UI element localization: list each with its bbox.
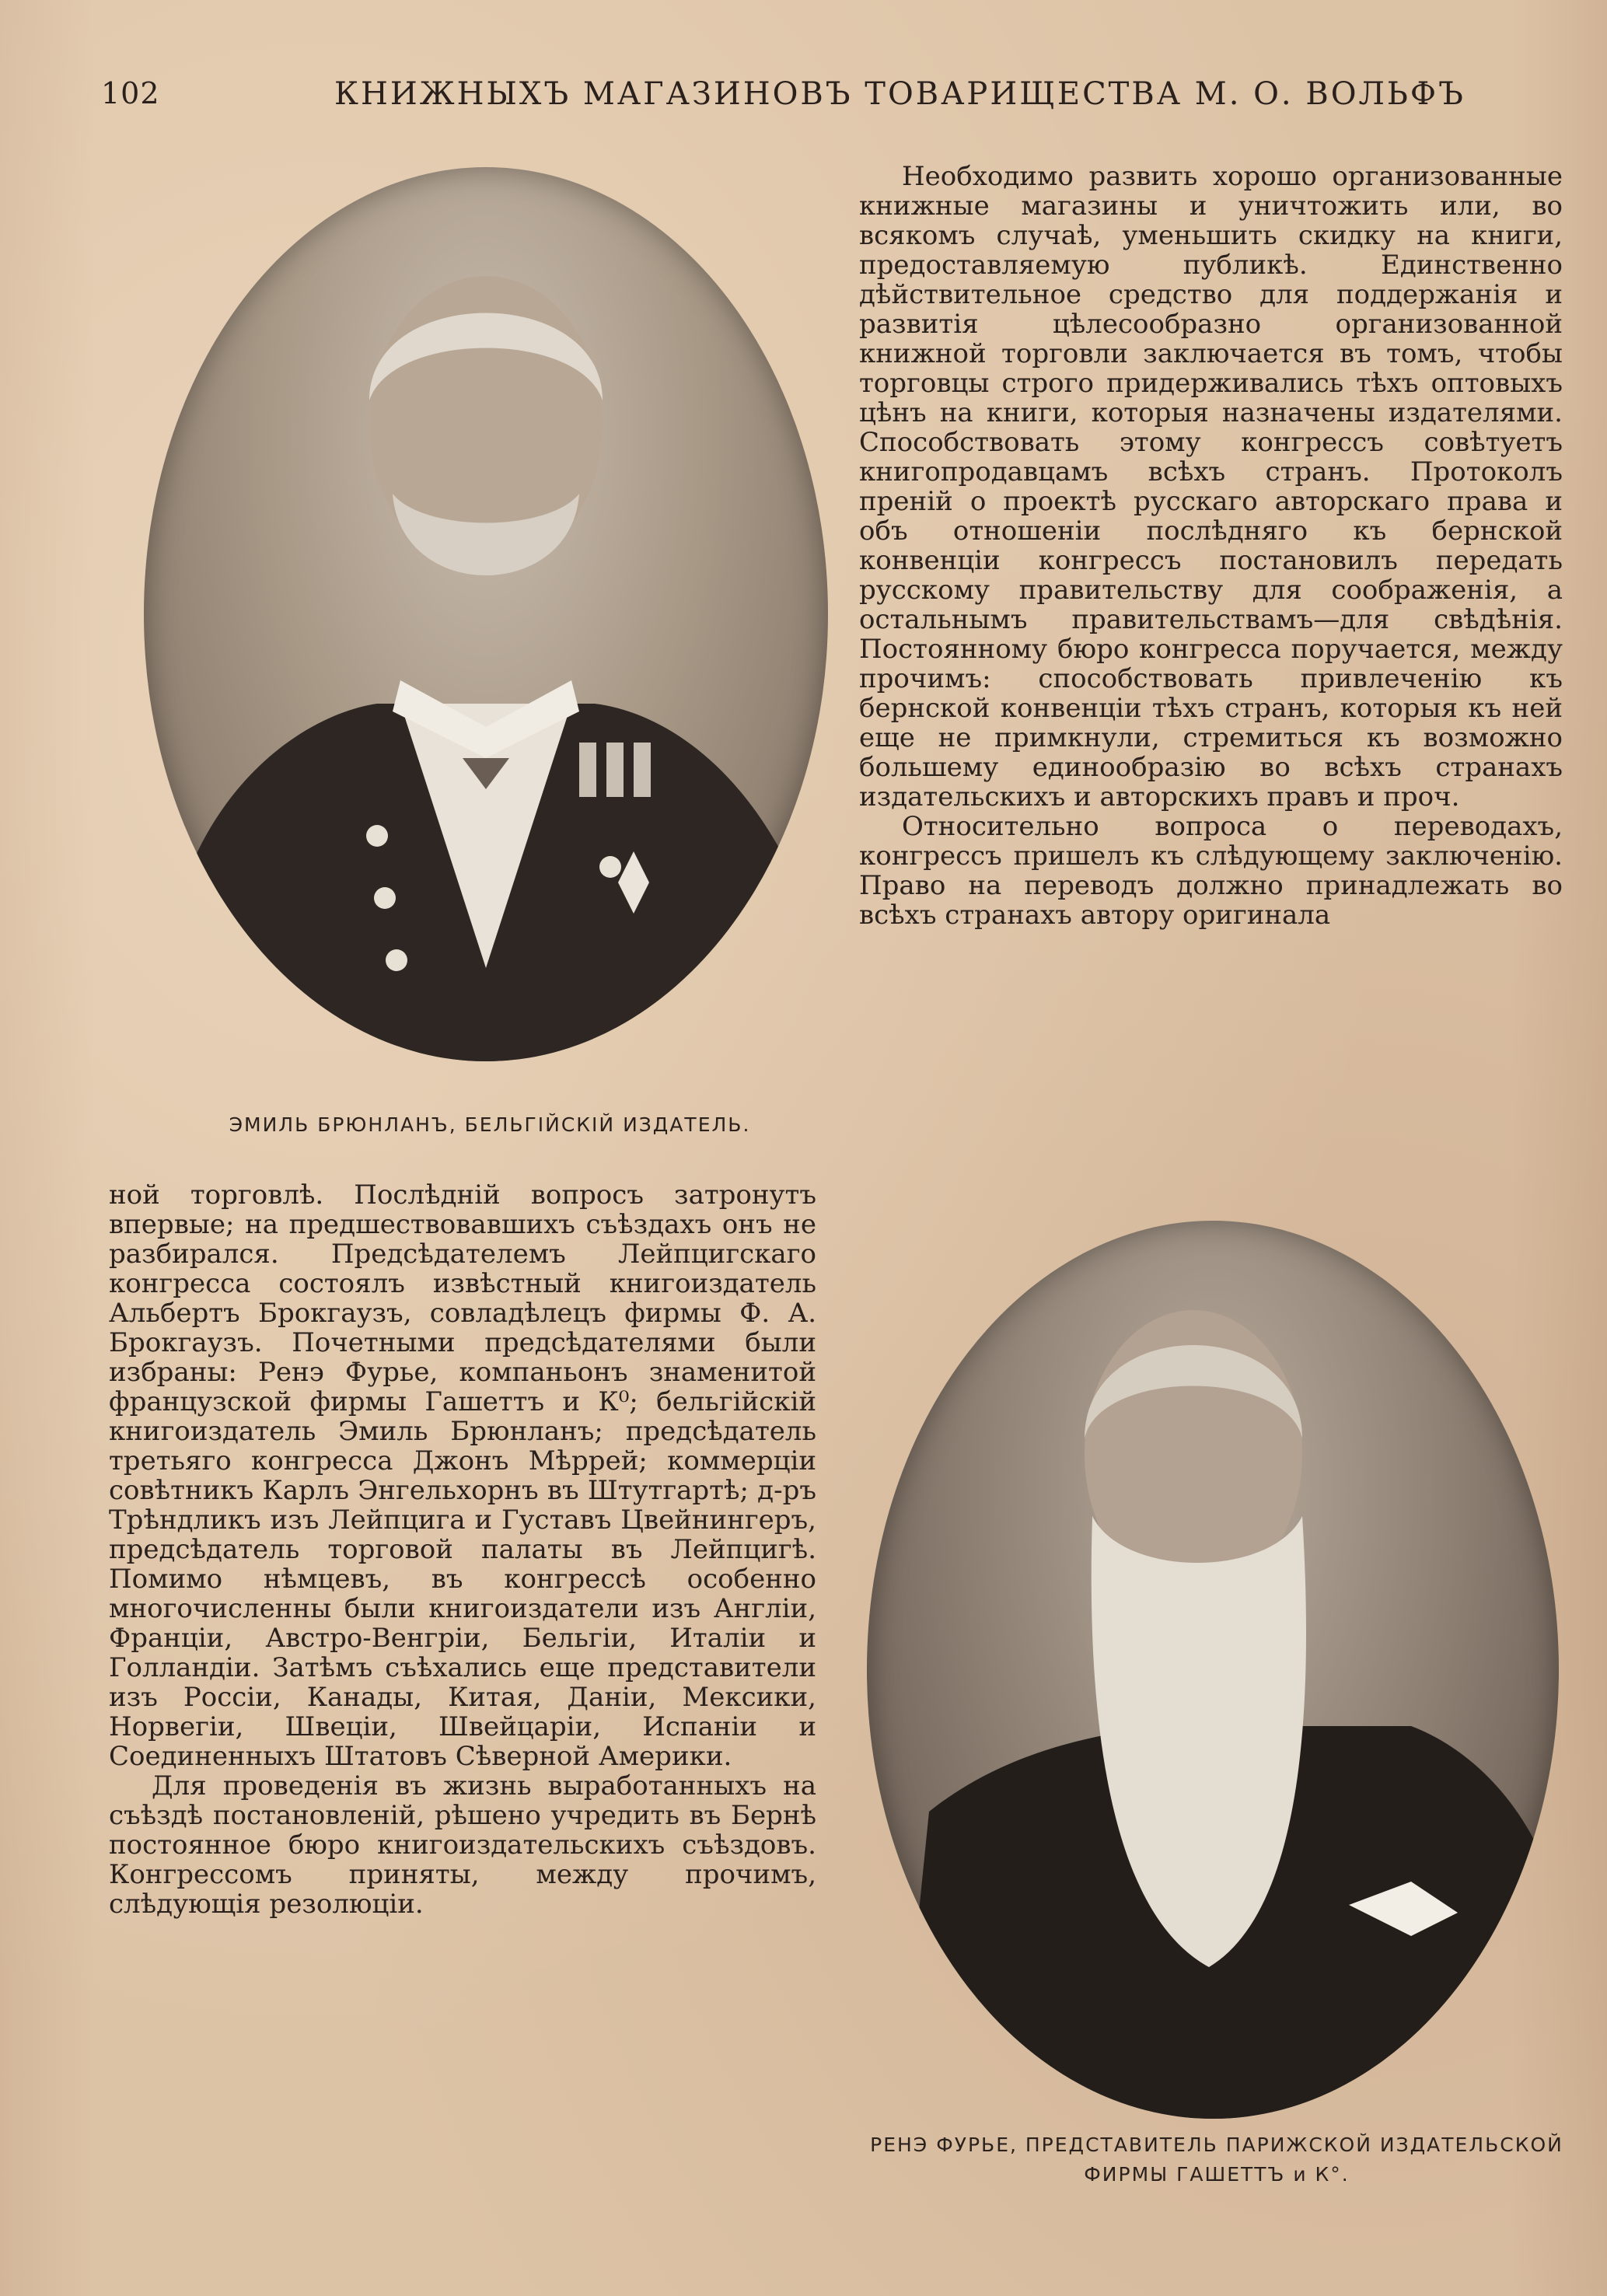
portrait-photo-brunlant (144, 167, 828, 1061)
portrait-photo-fourier (867, 1221, 1559, 2119)
paragraph: Необходимо развить хорошо организованные книжные магазины и уничтожить или, во всякомъ случаѣ, уменьшить скидку на книги, предоставляемую публикѣ. Единственно дѣйствительное средство для поддержанія и развитія цѣлесообразно организованной книжной торговли заключается въ томъ, чтобы торговцы строго придерживались тѣхъ оптовыхъ цѣнъ на книги, которыя назначены издателями. Способствовать этому конгрессъ совѣтуетъ книгопродавцамъ всѣхъ странъ. Протоколъ преній о проектѣ русскаго авторскаго права и объ отношеніи послѣдняго къ бернской конвенціи конгрессъ постановилъ передать русскому правительству для соображенія, а остальнымъ правительствамъ—для свѣдѣнія. Постоянному бюро конгресса поручается, между прочимъ: способствовать привлеченію къ бернской конвенціи тѣхъ странъ, которыя къ ней еще не примкнули, стремиться къ возможно большему единообразію во всѣхъ странахъ издательскихъ и авторскихъ правъ и проч. (859, 161, 1563, 813)
portrait-fourier-illustration (867, 1221, 1559, 2119)
running-title: КНИЖНЫХЪ МАГАЗИНОВЪ ТОВАРИЩЕСТВА М. О. ВОЛЬФЪ (334, 76, 1466, 112)
page-number: 102 (101, 76, 160, 110)
paragraph: ной торговлѣ. Послѣдній вопросъ затронутъ впервые; на предшествовавшихъ съѣздахъ онъ не разбирался. Предсѣдателемъ Лейпцигскаго конгресса состоялъ извѣстный книгоиздатель Альбертъ Брокгаузъ, совладѣлецъ фирмы Ф. А. Брокгаузъ. Почетными предсѣдателями были избраны: Ренэ Фурье, компаньонъ знаменитой французской фирмы Гашеттъ и К⁰; бельгійскій книгоиздатель Эмиль Брюнланъ; предсѣдатель третьяго конгресса Джонъ Мѣррей; коммерціи совѣтникъ Карлъ Энгельхорнъ въ Штутгартѣ; д-ръ Трѣндликъ изъ Лейпцига и Густавъ Цвейнингеръ, предсѣдатель торговой палаты въ Лейпцигѣ. Помимо нѣмцевъ, въ конгрессѣ особенно многочисленны были книгоиздатели изъ Англіи, Франціи, Австро-Венгріи, Бельгіи, Италіи и Голландіи. Затѣмъ съѣхались еще представители изъ Россіи, Канады, Китая, Даніи, Мексики, Норвегіи, Швеціи, Швейцаріи, Испаніи и Соединенныхъ Штатовъ Сѣверной Америки. (109, 1179, 816, 1772)
right-column-text (859, 162, 1563, 930)
paragraph: Относительно вопроса о переводахъ, конгрессъ пришелъ къ слѣдующему заключенію. Право на переводъ должно принадлежать во всѣхъ странахъ автору оригинала (859, 811, 1563, 931)
portrait-2-caption: РЕНЭ ФУРЬЕ, ПРЕДСТАВИТЕЛЬ ПАРИЖСКОЙ ИЗДАТЕЛЬСКОЙ ФИРМЫ ГАШЕТТЪ и К°. (870, 2133, 1563, 2186)
portrait-brunlant-illustration (144, 167, 828, 1061)
left-column-text (109, 1180, 816, 1919)
paragraph: Для проведенія въ жизнь выработанныхъ на съѣздѣ постановленій, рѣшено учредить въ Бернѣ постоянное бюро книгоиздательскихъ съѣздовъ. Конгрессомъ приняты, между прочимъ, слѣдующія резолюціи. (109, 1770, 816, 1920)
page-header (101, 76, 1500, 123)
portrait-1-caption: ЭМИЛЬ БРЮНЛАНЪ, БЕЛЬГІЙСКІЙ ИЗДАТЕЛЬ. (229, 1113, 751, 1136)
